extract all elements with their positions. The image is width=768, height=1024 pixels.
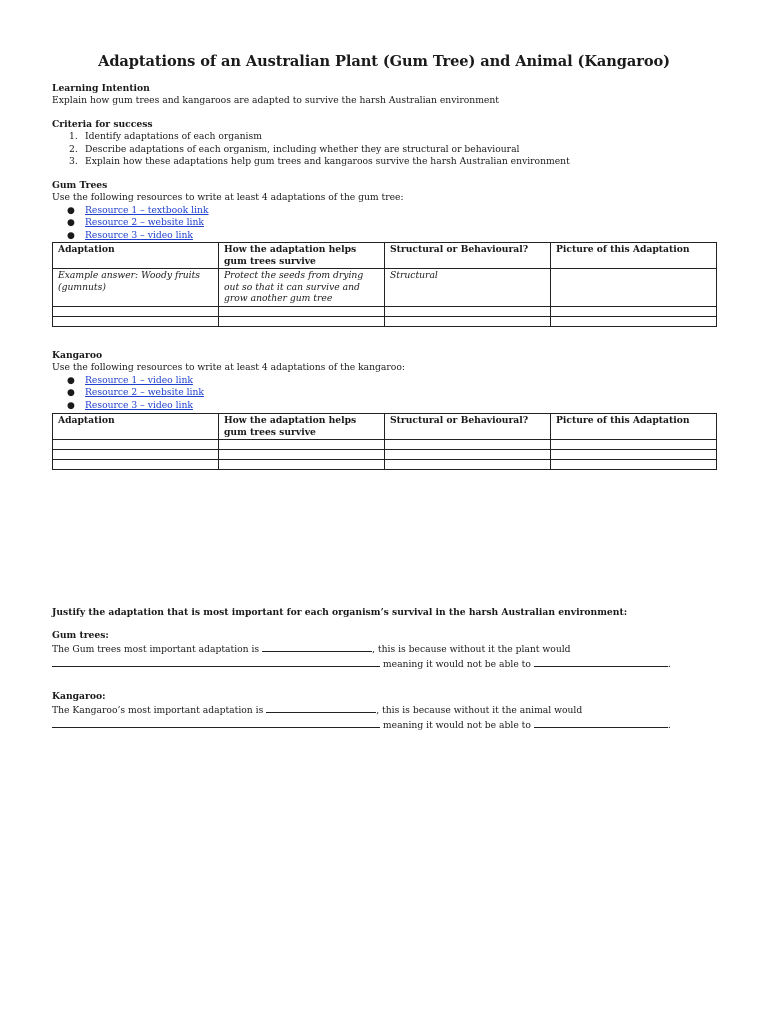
gum-tree-table-wrap	[52, 242, 716, 327]
period: .	[667, 658, 671, 670]
table-cell[interactable]	[551, 440, 717, 450]
criteria-item-number: 2.	[69, 143, 78, 155]
table-header-row	[53, 243, 717, 269]
header-structural-behavioural: Structural or Behavioural?	[385, 414, 551, 440]
header-adaptation: Adaptation	[53, 414, 219, 440]
criteria-item-text: Identify adaptations of each organism	[85, 131, 262, 143]
gum-justify-text-a: The Gum trees most important adaptation is	[52, 644, 260, 656]
period: .	[667, 719, 671, 731]
bullet-icon: ●	[67, 400, 75, 411]
gum-tree-heading: Gum Trees	[52, 180, 108, 191]
header-adaptation: Adaptation	[53, 243, 219, 269]
table-cell[interactable]	[53, 450, 219, 460]
gum-justify-text-c: meaning it would not be able to	[382, 658, 531, 670]
gum-justify-text-b: , this is because without it the plant would	[372, 644, 571, 656]
gum-adaptation-blank[interactable]	[262, 642, 372, 652]
kangaroo-consequence-blank[interactable]	[52, 718, 380, 728]
learning-intention-text: Explain how gum trees and kangaroos are adapted to survive the harsh Australian environment	[52, 95, 499, 107]
criteria-item-text: Explain how these adaptations help gum trees and kangaroos survive the harsh Australian environment	[85, 156, 570, 168]
table-row	[53, 440, 717, 450]
gum-tree-section	[52, 180, 716, 242]
kangaroo-justify-text-b: , this is because without it the animal would	[376, 705, 583, 717]
kangaroo-justify-heading: Kangaroo:	[52, 691, 106, 702]
table-cell[interactable]	[219, 460, 385, 470]
kangaroo-resource-2-link[interactable]: Resource 2 – website link	[85, 387, 204, 399]
criteria-section	[52, 119, 716, 169]
criteria-item-number: 1.	[69, 131, 78, 143]
table-cell[interactable]	[219, 316, 385, 326]
table-cell[interactable]	[551, 316, 717, 326]
kangaroo-resource-3-link[interactable]: Resource 3 – video link	[85, 399, 193, 411]
table-cell[interactable]	[53, 440, 219, 450]
table-cell[interactable]	[385, 306, 551, 316]
kangaroo-justify-line-2	[52, 718, 716, 732]
kangaroo-justify-text-c: meaning it would not be able to	[382, 719, 531, 731]
kangaroo-adaptation-blank[interactable]	[266, 703, 376, 713]
gum-resource-1-link[interactable]: Resource 1 – textbook link	[85, 204, 209, 216]
resource-item	[52, 230, 716, 242]
table-row	[53, 450, 717, 460]
criteria-list	[52, 131, 716, 168]
table-cell[interactable]	[385, 440, 551, 450]
resource-item	[52, 375, 716, 387]
kangaroo-justify-text-a: The Kangaroo’s most important adaptation is	[52, 705, 264, 717]
justify-heading: Justify the adaptation that is most important for each organism’s survival in the harsh Australian environment:	[52, 607, 628, 618]
gum-ability-blank[interactable]	[534, 657, 668, 667]
table-row-example	[53, 269, 717, 307]
gum-tree-intro: Use the following resources to write at least 4 adaptations of the gum tree:	[52, 192, 404, 204]
gum-consequence-blank[interactable]	[52, 657, 380, 667]
kangaroo-section	[52, 350, 716, 412]
table-header-row	[53, 414, 717, 440]
kangaroo-intro: Use the following resources to write at least 4 adaptations of the kangaroo:	[52, 362, 405, 374]
example-structural[interactable]: Structural	[385, 269, 551, 307]
bullet-icon: ●	[67, 218, 75, 229]
table-cell[interactable]	[53, 316, 219, 326]
criteria-item	[52, 156, 716, 168]
table-cell[interactable]	[53, 306, 219, 316]
gum-tree-table	[52, 242, 717, 327]
kangaroo-heading: Kangaroo	[52, 350, 103, 361]
kangaroo-table-wrap	[52, 413, 716, 470]
table-cell[interactable]	[219, 306, 385, 316]
criteria-item	[52, 131, 716, 143]
table-cell[interactable]	[551, 450, 717, 460]
table-row	[53, 460, 717, 470]
kangaroo-justify-line-1	[52, 703, 716, 717]
page-title: Adaptations of an Australian Plant (Gum Tree) and Animal (Kangaroo)	[98, 53, 670, 70]
gum-justify-line-2	[52, 657, 716, 671]
header-structural-behavioural: Structural or Behavioural?	[385, 243, 551, 269]
example-how-helps[interactable]: Protect the seeds from drying out so that it can survive and grow another gum tree	[219, 269, 385, 307]
kangaroo-justify-section	[52, 691, 716, 732]
kangaroo-resource-list	[52, 375, 716, 412]
criteria-item	[52, 144, 716, 156]
bullet-icon: ●	[67, 230, 75, 241]
table-cell[interactable]	[385, 316, 551, 326]
gum-tree-resource-list	[52, 205, 716, 242]
table-cell[interactable]	[219, 440, 385, 450]
resource-item	[52, 217, 716, 229]
bullet-icon: ●	[67, 375, 75, 386]
learning-intention-section	[52, 83, 716, 108]
gum-justify-section	[52, 630, 716, 671]
table-row	[53, 316, 717, 326]
resource-item	[52, 387, 716, 399]
resource-item	[52, 205, 716, 217]
gum-justify-heading: Gum trees:	[52, 630, 109, 641]
example-picture-cell[interactable]	[551, 269, 717, 307]
criteria-item-number: 3.	[69, 156, 78, 168]
header-how-helps: How the adaptation helps gum trees survive	[219, 243, 385, 269]
kangaroo-resource-1-link[interactable]: Resource 1 – video link	[85, 374, 193, 386]
table-cell[interactable]	[53, 460, 219, 470]
table-cell[interactable]	[385, 460, 551, 470]
header-how-helps: How the adaptation helps gum trees survive	[219, 414, 385, 440]
table-cell[interactable]	[219, 450, 385, 460]
bullet-icon: ●	[67, 205, 75, 216]
criteria-item-text: Describe adaptations of each organism, including whether they are structural or behavioural	[85, 143, 520, 155]
table-cell[interactable]	[551, 306, 717, 316]
table-row	[53, 306, 717, 316]
example-adaptation[interactable]: Example answer: Woody fruits (gumnuts)	[53, 269, 219, 307]
bullet-icon: ●	[67, 388, 75, 399]
gum-justify-line-1	[52, 642, 716, 656]
criteria-heading: Criteria for success	[52, 119, 153, 130]
table-cell[interactable]	[551, 460, 717, 470]
resource-item	[52, 400, 716, 412]
header-picture: Picture of this Adaptation	[551, 414, 717, 440]
header-picture: Picture of this Adaptation	[551, 243, 717, 269]
gum-resource-3-link[interactable]: Resource 3 – video link	[85, 229, 193, 241]
table-cell[interactable]	[385, 450, 551, 460]
learning-intention-heading: Learning Intention	[52, 83, 150, 94]
kangaroo-table	[52, 413, 717, 470]
kangaroo-ability-blank[interactable]	[534, 718, 668, 728]
gum-resource-2-link[interactable]: Resource 2 – website link	[85, 217, 204, 229]
